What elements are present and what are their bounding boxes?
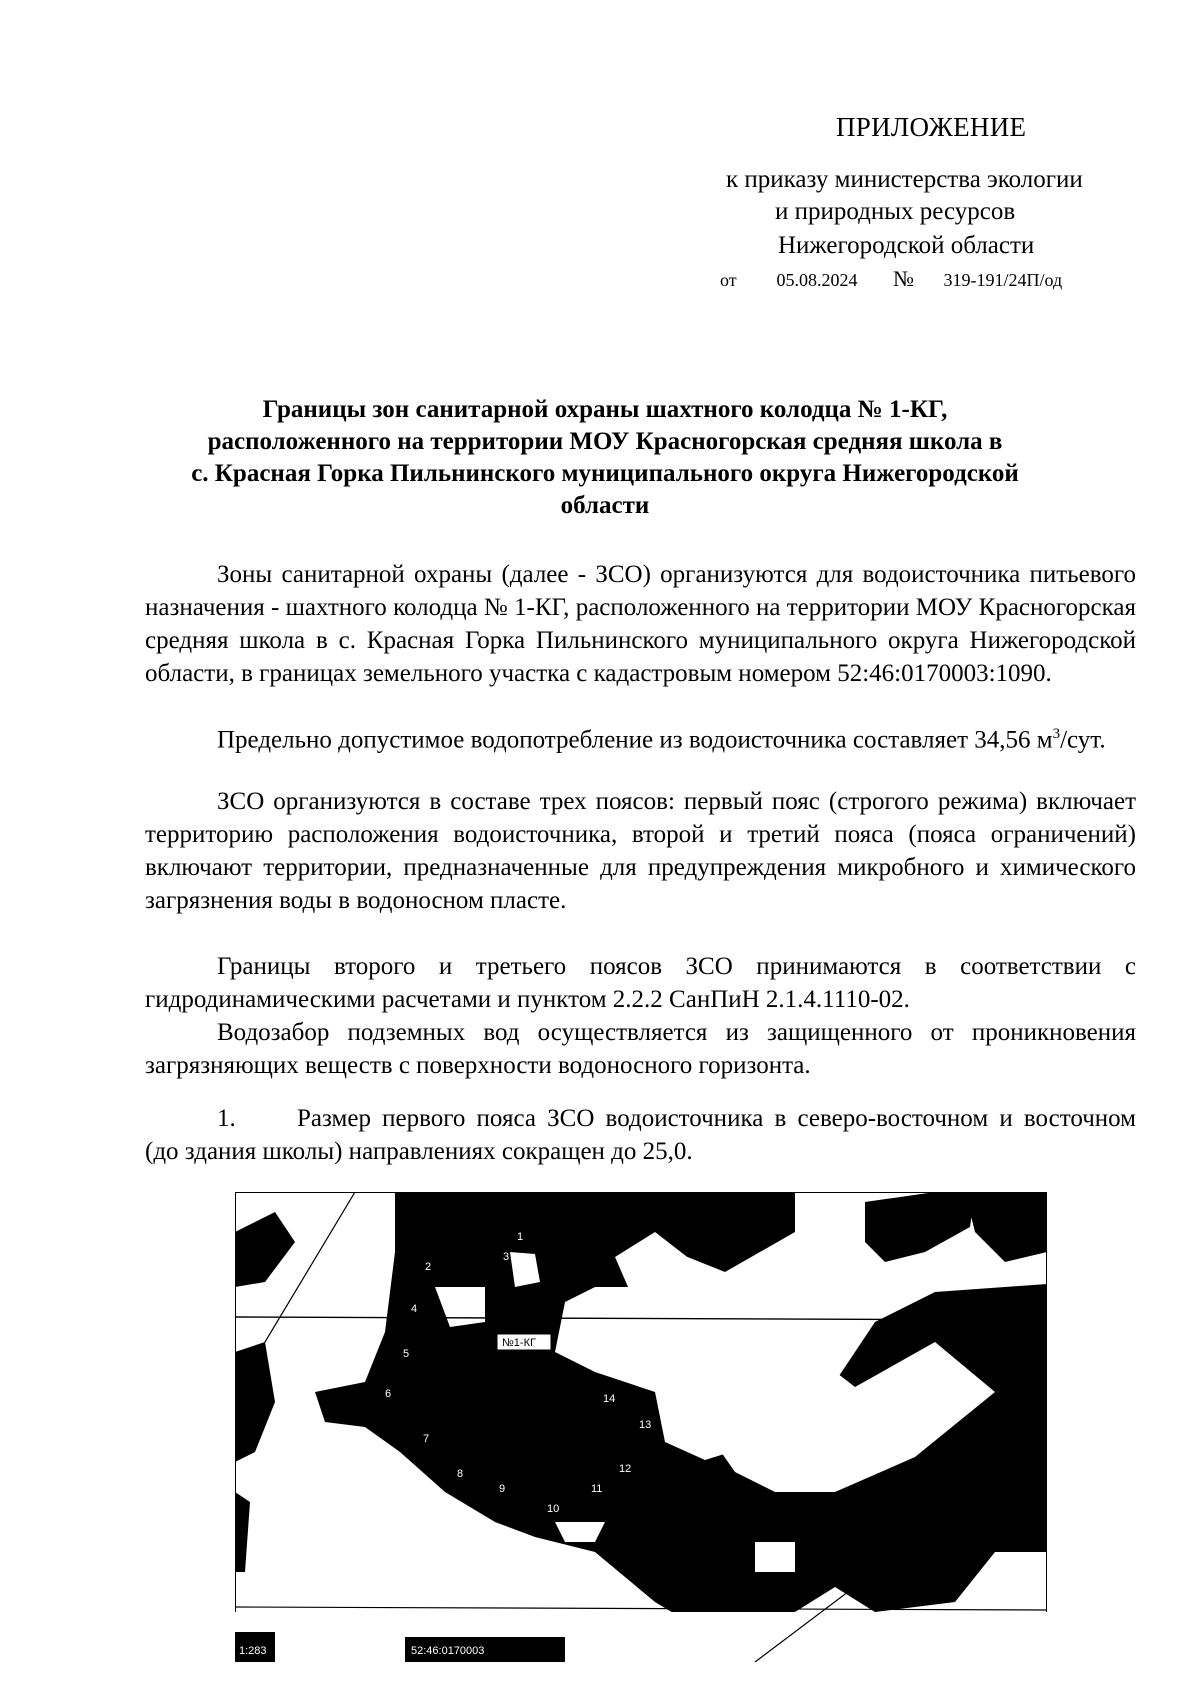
well-label: №1-КГ	[502, 1337, 536, 1349]
paragraph-zones-composition: ЗСО организуются в составе трех поясов: первый пояс (строгого режима) включает территорию расположения водоисточника, второй и третий пояса (пояса ограничений) включают территории, предназначенные для предупреждения микробного и химического загрязнения воды в водоносном пласте.	[145, 788, 1136, 914]
order-meta	[720, 266, 1062, 292]
order-number-sign: №	[893, 266, 914, 291]
map-bottom-strip	[235, 1612, 1047, 1662]
document-title-line-4: области	[560, 492, 650, 519]
paragraph-zone-boundaries: Границы второго и третьего поясов ЗСО принимаются в соответствии с гидродинамическими расчетами и пунктом 2.2.2 СанПиН 2.1.4.1110-02.	[145, 953, 1136, 1013]
map-cadastral-label: 52:46:0170003	[411, 1645, 485, 1657]
paragraph-water-consumption	[145, 718, 1136, 756]
order-reference-line-3: Нижегородской области	[778, 232, 1035, 259]
document-title-line-3: с. Красная Горка Пильнинского муниципального округа Нижегородской	[191, 460, 1019, 487]
map-point-9: 9	[499, 1483, 506, 1495]
map-point-13: 13	[639, 1419, 652, 1431]
document-title-line-1: Границы зон санитарной охраны шахтного колодца № 1-КГ,	[262, 396, 948, 423]
clearing-4	[755, 1542, 795, 1572]
map-point-7: 7	[423, 1433, 430, 1445]
order-number: 319-191/24П/од	[943, 270, 1063, 290]
map-point-8: 8	[457, 1468, 464, 1480]
water-consumption-text: Предельно допустимое водопотребление из водоисточника составляет 34,56 м	[217, 726, 1053, 754]
paragraph-water-intake: Водозабор подземных вод осуществляется из защищенного от проникновения загрязняющих веществ с поверхности водоносного горизонта.	[145, 1019, 1136, 1079]
map-point-1: 1	[517, 1231, 524, 1243]
cubic-superscript: 3	[1052, 726, 1061, 742]
clearing-2	[510, 1252, 540, 1287]
map-scale-label: 1:283	[239, 1645, 267, 1657]
map-point-14: 14	[603, 1393, 616, 1405]
order-reference-line-1: к приказу министерства экологии	[726, 166, 1083, 193]
water-consumption-unit: /сут.	[1060, 726, 1106, 754]
map-point-12: 12	[619, 1463, 632, 1475]
list-item-1-number: 1.	[217, 1105, 236, 1132]
appendix-title: ПРИЛОЖЕНИЕ	[836, 112, 1027, 142]
paragraph-zso-definition: Зоны санитарной охраны (далее - ЗСО) организуются для водоисточника питьевого назначения - шахтного колодца № 1-КГ, расположенного на территории МОУ Красногорская средняя школа в с. Красная Горка Пильнинского муниципального округа Нижегородской области, в границах земельного участка с кадастровым номером 52:46:0170003:1090.	[145, 561, 1136, 687]
order-from-label: от	[720, 270, 737, 290]
site-plan-map	[235, 1192, 1047, 1662]
map-point-3: 3	[503, 1251, 510, 1263]
map-point-10: 10	[547, 1503, 560, 1515]
document-title	[150, 394, 1060, 522]
site-plan-svg	[235, 1192, 1047, 1662]
order-reference-line-2: и природных ресурсов	[775, 198, 1016, 225]
map-point-6: 6	[385, 1388, 392, 1400]
list-item-1-text: Размер первого пояса ЗСО водоисточника в северо-восточном и восточном (до здания школы) направлениях сокращен до 25,0.	[145, 1105, 1136, 1165]
order-date: 05.08.2024	[776, 270, 858, 290]
map-point-4: 4	[411, 1303, 418, 1315]
map-point-5: 5	[403, 1348, 410, 1360]
list-item-1	[145, 1102, 1136, 1168]
document-title-line-2: расположенного на территории МОУ Красногорская средняя школа в	[207, 428, 1003, 455]
map-point-2: 2	[425, 1261, 432, 1273]
map-point-11: 11	[591, 1483, 603, 1495]
